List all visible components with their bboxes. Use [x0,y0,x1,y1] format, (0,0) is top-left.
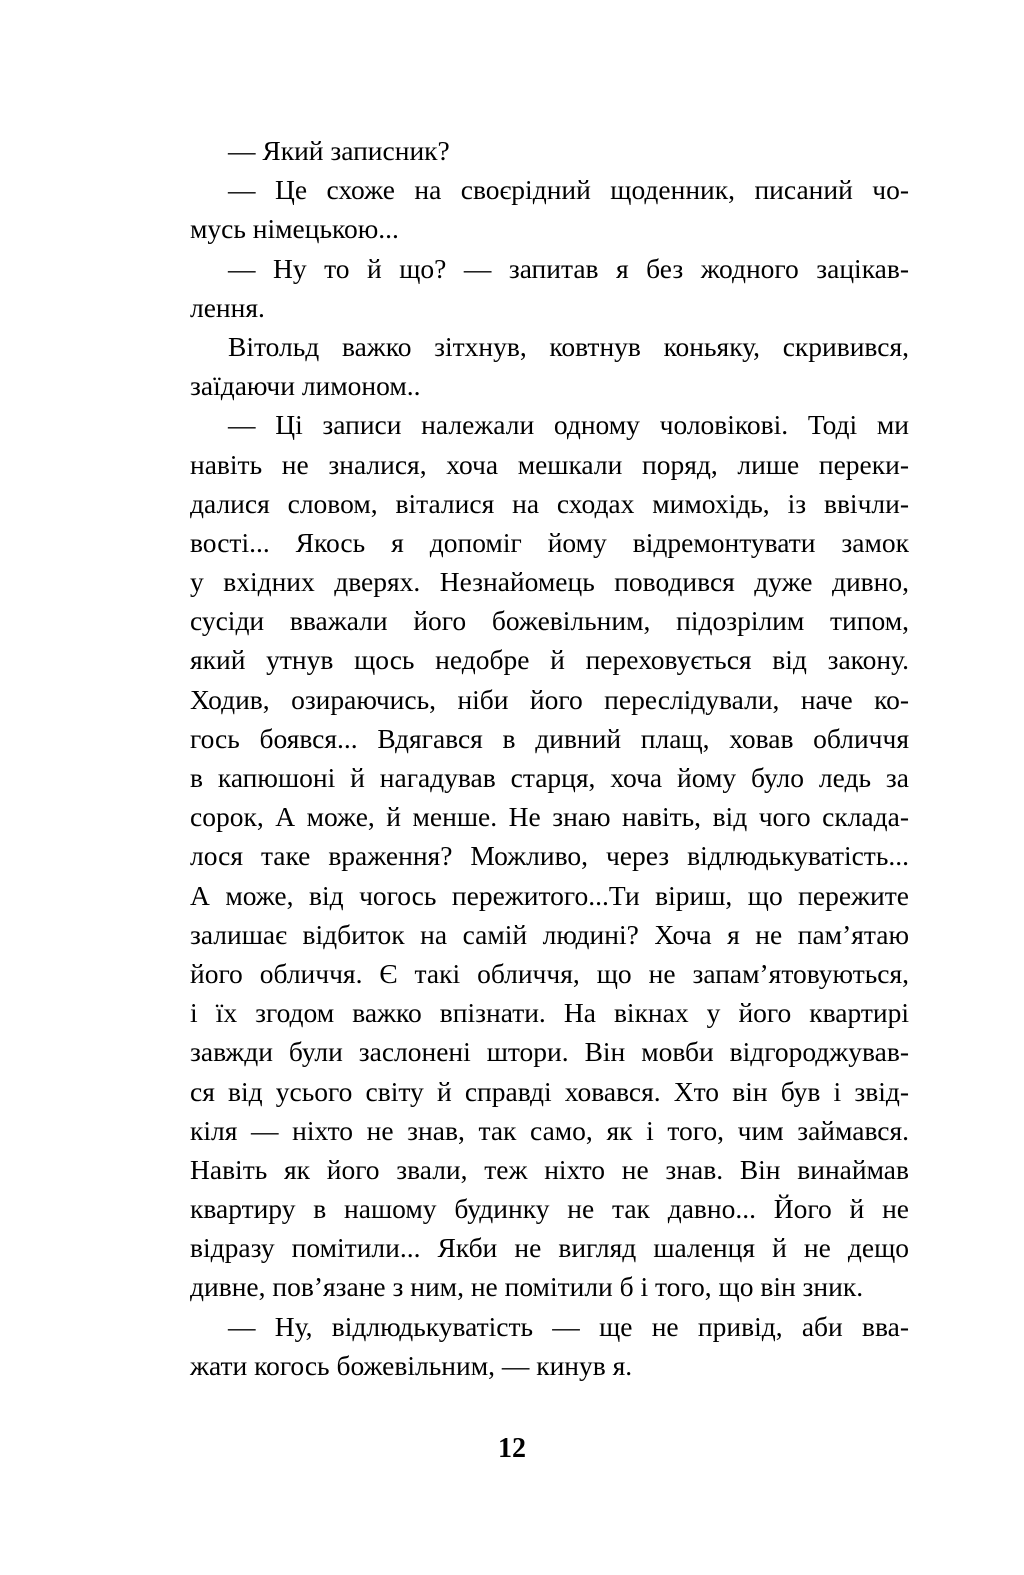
text-line: відразу помітили... Якби не вигляд шаленця й не дещо [190,1232,909,1264]
text-line: — Це схоже на своєрідний щоденник, писаний чо- [228,174,909,206]
text-line: Ходив, озираючись, ніби його переслідували, наче ко- [190,683,909,715]
text-line: — Ці записи належали одному чоловікові. Тоді ми [228,409,909,441]
text-line: — Ну то й що? — запитав я без жодного зацікав- [228,252,909,284]
text-line: залишає відбиток на самій людині? Хоча я не пам’ятаю [190,918,909,950]
text-line: Вітольд важко зітхнув, ковтнув коньяку, скривився, [228,330,909,362]
text-line: жати когось божевільним, — кинув я. [190,1349,633,1381]
text-line: далися словом, віталися на сходах мимохідь, із ввічли- [190,487,909,519]
text-line: вості... Якось я допоміг йому відремонтувати замок [190,526,909,558]
text-line: завжди були заслонені штори. Він мовби відгороджував- [190,1036,909,1068]
text-line: сорок, А може, й менше. Не знаю навіть, від чого склада- [190,801,909,833]
text-line: — Ну, відлюдькуватість — ще не привід, аби вва- [228,1310,909,1342]
page-number: 12 [498,1433,526,1464]
text-line: який утнув щось недобре й переховується від закону. [190,644,909,676]
text-line: квартиру в нашому будинку не так давно... Його й не [190,1193,909,1225]
text-line: ся від усього світу й справді ховався. Хто він був і звід- [190,1075,909,1107]
text-line: Навіть як його звали, теж ніхто не знав. Він винаймав [190,1153,909,1185]
text-line: — Який записник? [228,135,450,166]
text-line: в капюшоні й нагадував старця, хоча йому було ледь за [190,762,909,793]
text-line: у вхідних дверях. Незнайомець поводився дуже дивно, [190,566,909,598]
text-line: дивне, пов’язане з ним, не помітили б і того, що він зник. [190,1271,864,1303]
page-text-body [190,131,909,1385]
text-line: сусіди вважали його божевільним, підозрілим типом, [190,605,909,637]
text-line: А може, від чогось пережитого...Ти віриш, що пережите [190,879,909,911]
text-line: і їх згодом важко впізнати. На вікнах у його квартирі [190,997,909,1029]
text-line: мусь німецькою... [190,213,399,245]
text-line: гось боявся... Вдягався в дивний плащ, ховав обличчя [190,722,909,754]
text-line: заїдаючи лимоном.. [190,370,421,402]
text-line: кіля — ніхто не знав, так само, як і того, чим займався. [190,1114,909,1146]
text-line: його обличчя. Є такі обличчя, що не запам’ятовуються, [190,957,909,989]
text-line: лення. [190,291,265,323]
text-line: лося таке враження? Можливо, через відлюдькуватість... [190,840,909,872]
text-line: навіть не зналися, хоча мешкали поряд, лише переки- [190,448,909,480]
